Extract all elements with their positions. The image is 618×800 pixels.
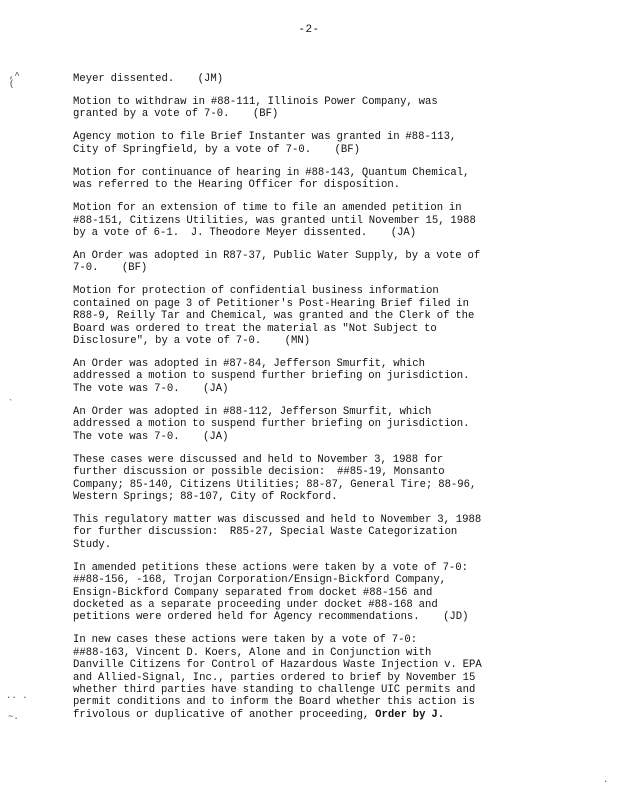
minutes-paragraph: An Order was adopted in #87-84, Jefferson Smurfit, which addressed a motion to suspend further briefing on jurisdiction. The vote was 7-0. (JA)	[73, 358, 470, 395]
minutes-paragraph: Meyer dissented. (JM)	[73, 73, 224, 85]
minutes-body	[73, 73, 553, 732]
paragraph-text: In new cases these actions were taken by a vote of 7-0: ##88-163, Vincent D. Koers, Alone and in Conjunction with Danville Citizens for Control of Hazardous Waste Injection v. EPA and Allied-Signal, Inc., parties ordered to brief by November 15 whether third parties have standing to challenge UIC permits and permit conditions and to inform the Board whether this action is frivolous or duplicative of another proceeding,	[73, 634, 482, 721]
paragraph-bold-tail: Order by J.	[375, 708, 445, 721]
minutes-paragraph: Motion for continuance of hearing in #88-143, Quantum Chemical, was referred to the Hearing Officer for disposition.	[73, 166, 470, 192]
margin-scan-mark: ~.	[8, 712, 19, 722]
minutes-paragraph: An Order was adopted in R87-37, Public Water Supply, by a vote of 7-0. (BF)	[73, 250, 481, 275]
margin-scan-mark: ,^	[9, 71, 20, 81]
minutes-paragraph-last	[73, 634, 553, 721]
margin-scan-mark: (	[9, 79, 15, 89]
margin-scan-mark: .	[603, 775, 609, 785]
minutes-paragraph: Motion for protection of confidential business information contained on page 3 of Petitioner's Post-Hearing Brief filed in R88-9, Reilly Tar and Chemical, was granted and the Clerk of the Board was ordered to treat the material as "Not Subject to Disclosure", by a vote of 7-0. (MN)	[73, 285, 475, 348]
page-number: -2-	[298, 24, 320, 36]
minutes-paragraph: An Order was adopted in #88-112, Jefferson Smurfit, which addressed a motion to suspend further briefing on jurisdiction. The vote was 7-0. (JA)	[73, 405, 470, 443]
minutes-paragraph: Motion for an extension of time to file an amended petition in #88-151, Citizens Utilities, was granted until November 15, 1988 by a vote of 6-1. J. Theodore Meyer dissented. (JA)	[73, 202, 476, 240]
minutes-paragraph: These cases were discussed and held to November 3, 1988 for further discussion or possible decision: ##85-19, Monsanto Company; 85-140, Citizens Utilities; 88-87, General Tire; 88-96, Western Springs; 88-107, City of Rockford.	[73, 453, 477, 503]
minutes-paragraph: Agency motion to file Brief Instanter was granted in #88-113, City of Springfield, by a vote of 7-0. (BF)	[73, 131, 457, 156]
minutes-paragraph: Motion to withdraw in #88-111, Illinois Power Company, was granted by a vote of 7-0. (BF)	[73, 96, 438, 121]
minutes-paragraph: This regulatory matter was discussed and held to November 3, 1988 for further discussion: R85-27, Special Waste Categorization Study.	[73, 513, 482, 551]
minutes-paragraph: In amended petitions these actions were taken by a vote of 7-0: ##88-156, -168, Trojan Corporation/Ensign-Bickford Company, Ensign-Bickford Company separated from docket #88-156 and docketed as a separate proceeding under docket #88-168 and petitions were ordered held for Agency recommendations. (JD)	[73, 561, 469, 624]
margin-scan-mark: .. .	[6, 691, 28, 701]
margin-scan-mark: `	[8, 399, 14, 409]
